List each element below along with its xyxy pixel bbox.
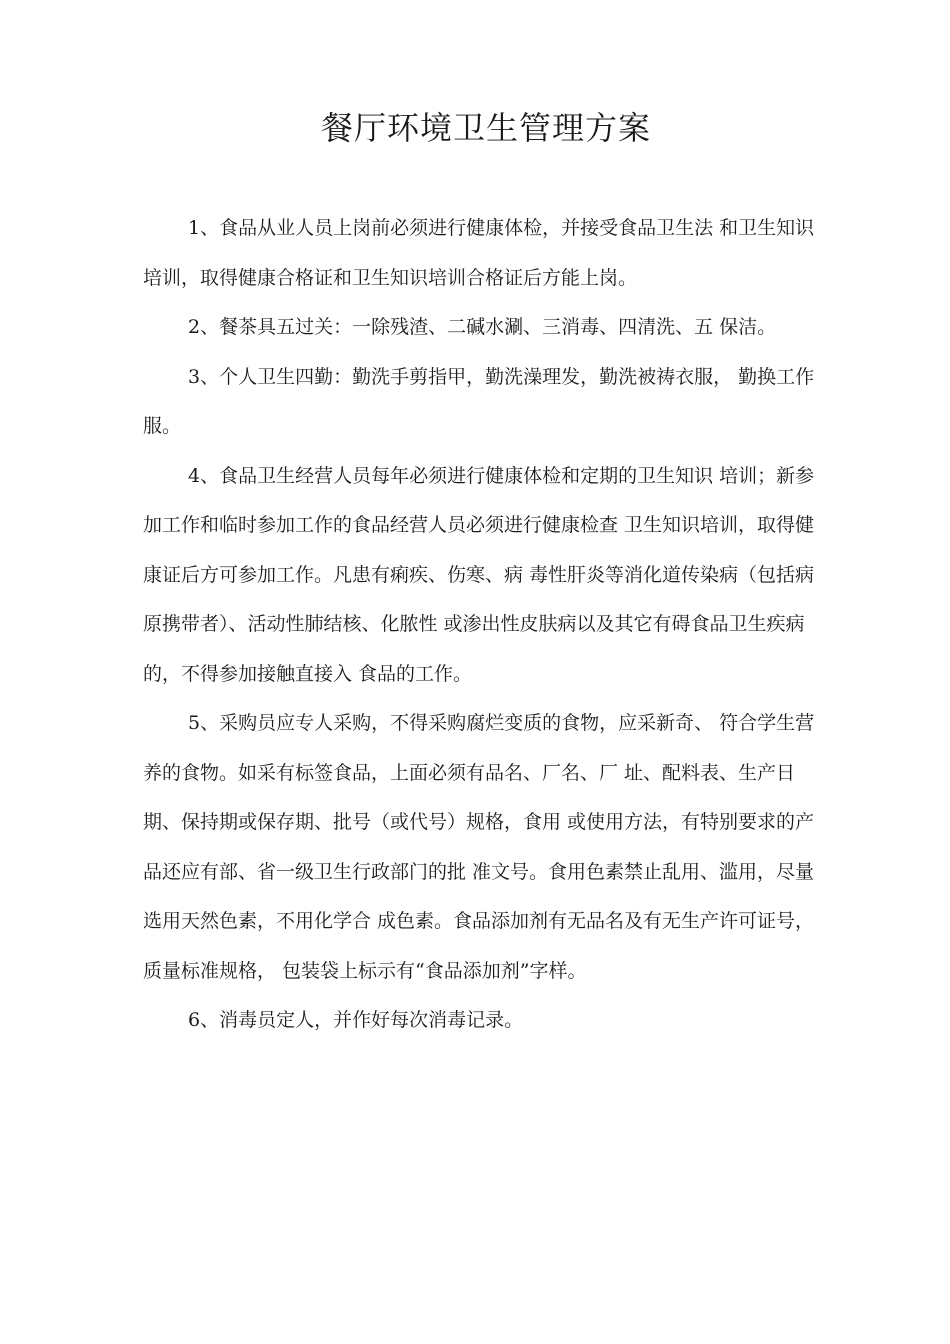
- document-body: [143, 204, 833, 1046]
- paragraph-2: 2、餐茶具五过关：一除残渣、二碱水涮、三消毒、四清洗、五 保洁。: [188, 316, 777, 338]
- document-title: 餐厅环境卫生管理方案: [320, 109, 651, 147]
- paragraph-1: 1、食品从业人员上岗前必须进行健康体检，并接受食品卫生法 和卫生知识培训，取得健康合格证和卫生知识培训合格证后方能上岗。: [143, 217, 815, 289]
- paragraph-4: 4、食品卫生经营人员每年必须进行健康体检和定期的卫生知识 培训；新参加工作和临时参加工作的食品经营人员必须进行健康检查 卫生知识培训，取得健康证后方可参加工作。凡患有痢疾、伤寒、病 毒性肝炎等消化道传染病（包括病原携带者）、活动性肺结核、化脓性 或渗出性皮肤病以及其它有碍食品卫生疾病的，不得参加接触直接入 食品的工作。: [143, 464, 815, 685]
- paragraph-5: 5、采购员应专人采购，不得采购腐烂变质的食物，应采新奇、 符合学生营养的食物。如采有标签食品，上面必须有品名、厂名、厂 址、配料表、生产日期、保持期或保存期、批号（或代号）规格，食用 或使用方法，有特别要求的产品还应有部、省一级卫生行政部门的批 准文号。食用色素禁止乱用、滥用，尽量选用天然色素，不用化学合 成色素。食品添加剂有无品名及有无生产许可证号，质量标准规格， 包装袋上标示有“食品添加剂”字样。: [143, 712, 815, 982]
- paragraph-6: 6、消毒员定人，并作好每次消毒记录。: [188, 1009, 524, 1031]
- paragraph-3: 3、个人卫生四勤：勤洗手剪指甲，勤洗澡理发，勤洗被祷衣服， 勤换工作服。: [143, 365, 815, 437]
